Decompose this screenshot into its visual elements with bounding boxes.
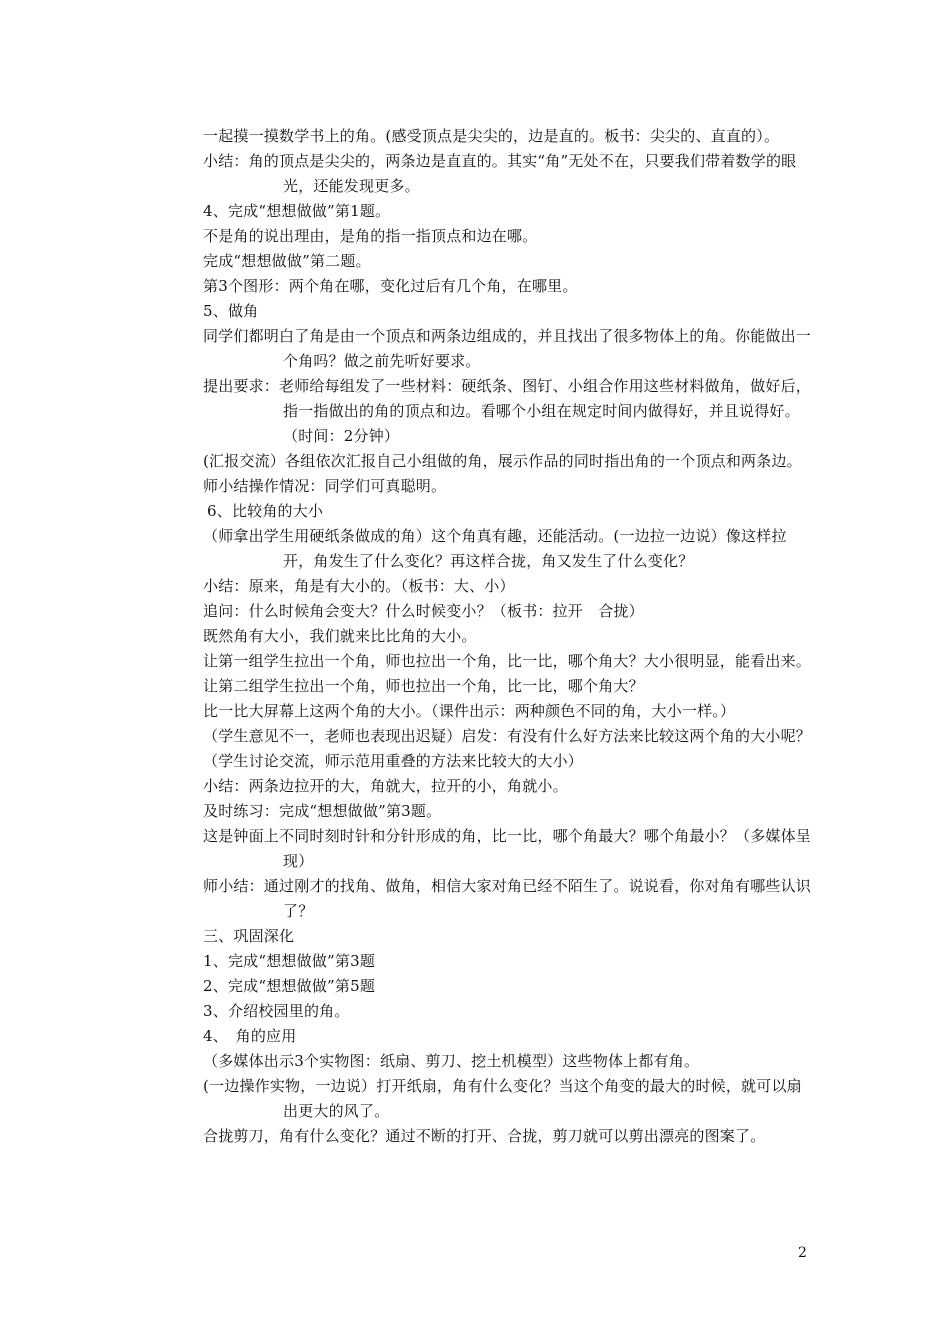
paragraph: 完成“想想做做”第二题。 bbox=[203, 252, 371, 270]
paragraph: （多媒体出示3个实物图：纸扇、剪刀、挖土机模型）这些物体上都有角。 bbox=[203, 1052, 700, 1070]
paragraph: 这是钟面上不同时刻时针和分针形成的角，比一比，哪个角最大？哪个角最小？（多媒体呈现） bbox=[203, 827, 812, 870]
paragraph: (汇报交流）各组依次汇报自己小组做的角，展示作品的同时指出角的一个顶点和两条边。 bbox=[203, 452, 802, 470]
list-item: 1、完成“想想做做”第3题 bbox=[203, 952, 376, 970]
paragraph: 追问：什么时候角会变大？什么时候变小？（板书：拉开 合拢） bbox=[203, 602, 644, 620]
paragraph: 第3个图形：两个角在哪，变化过后有几个角，在哪里。 bbox=[203, 277, 578, 295]
list-item: 4、 角的应用 bbox=[203, 1027, 297, 1045]
paragraph: 让第一组学生拉出一个角，师也拉出一个角，比一比，哪个角大？大小很明显，能看出来。 bbox=[203, 652, 812, 670]
paragraph: 提出要求：老师给每组发了一些材料：硬纸条、图钉、小组合作用这些材料做角，做好后，指一指做出的角的顶点和边。看哪个小组在规定时间内做得好，并且说得好。（时间：2分钟） bbox=[203, 377, 812, 445]
paragraph: 小结：角的顶点是尖尖的，两条边是直直的。其实“角”无处不在，只要我们带着数学的眼光，还能发现更多。 bbox=[203, 152, 797, 195]
document-body bbox=[203, 124, 811, 1149]
paragraph: 合拢剪刀，角有什么变化？通过不断的打开、合拢，剪刀就可以剪出漂亮的图案了。 bbox=[203, 1127, 766, 1145]
section-heading: 5、做角 bbox=[203, 302, 259, 320]
paragraph: 小结：原来，角是有大小的。（板书：大、小） bbox=[203, 577, 515, 595]
paragraph: （学生讨论交流，师示范用重叠的方法来比较大的大小） bbox=[203, 752, 584, 770]
paragraph: 师小结操作情况：同学们可真聪明。 bbox=[203, 477, 447, 495]
paragraph: (一边操作实物，一边说）打开纸扇，角有什么变化？当这个角变的最大的时候，就可以扇出更大的风了。 bbox=[203, 1077, 802, 1120]
list-item: 2、完成“想想做做”第5题 bbox=[203, 977, 376, 995]
paragraph: 师小结：通过刚才的找角、做角，相信大家对角已经不陌生了。说说看，你对角有哪些认识了？ bbox=[203, 877, 812, 920]
paragraph: 让第二组学生拉出一个角，师也拉出一个角，比一比，哪个角大？ bbox=[203, 677, 644, 695]
paragraph: 不是角的说出理由，是角的指一指顶点和边在哪。 bbox=[203, 227, 538, 245]
list-item: 3、介绍校园里的角。 bbox=[203, 1002, 350, 1020]
section-heading: 三、巩固深化 bbox=[203, 927, 295, 945]
page-number: 2 bbox=[798, 1245, 807, 1261]
paragraph: 比一比大屏幕上这两个角的大小。（课件出示：两种颜色不同的角，大小一样。） bbox=[203, 702, 736, 720]
paragraph: 既然角有大小，我们就来比比角的大小。 bbox=[203, 627, 477, 645]
paragraph: （学生意见不一，老师也表现出迟疑）启发：有没有什么好方法来比较这两个角的大小呢？ bbox=[203, 727, 812, 745]
paragraph: 小结：两条边拉开的大，角就大，拉开的小，角就小。 bbox=[203, 777, 568, 795]
paragraph: 同学们都明白了角是由一个顶点和两条边组成的，并且找出了很多物体上的角。你能做出一个角吗？做之前先听好要求。 bbox=[203, 327, 812, 370]
paragraph: 及时练习：完成“想想做做”第3题。 bbox=[203, 802, 442, 820]
section-heading: 6、比较角的大小 bbox=[207, 502, 324, 520]
paragraph: 4、完成“想想做做”第1题。 bbox=[203, 202, 391, 220]
paragraph: （师拿出学生用硬纸条做成的角）这个角真有趣，还能活动。(一边拉一边说）像这样拉开，角发生了什么变化？再这样合拢，角又发生了什么变化？ bbox=[203, 527, 787, 570]
paragraph: 一起摸一摸数学书上的角。(感受顶点是尖尖的，边是直的。板书：尖尖的、直直的）。 bbox=[203, 127, 780, 145]
